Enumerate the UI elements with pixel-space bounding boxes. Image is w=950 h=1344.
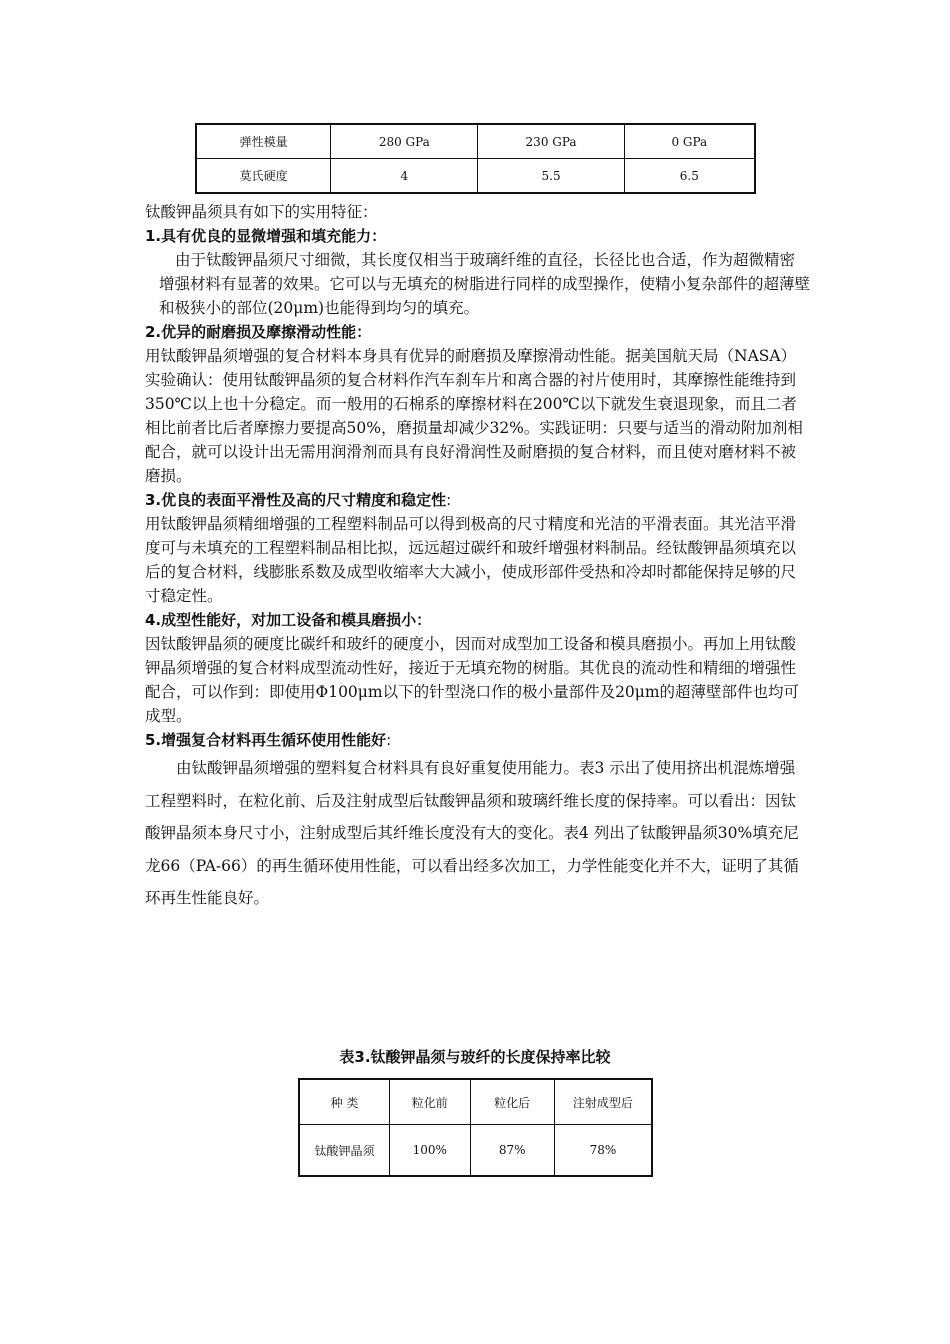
table-cell: 230 GPa: [478, 124, 624, 159]
section-body-4: 因钛酸钾晶须的硬度比碳纤和玻纤的硬度小，因而对成型加工设备和模具磨损小。再加上用钛酸钾晶须增强的复合材料成型流动性好，接近于无填充物的树脂。其优良的流动性和精细的增强性配合，可以作到：即使用Φ100μm以下的针型浇口作的极小量部件及20μm的超薄壁部件也均可成型。: [145, 635, 800, 725]
heading-text: 3.优良的表面平滑性及高的尺寸精度和稳定性: [145, 491, 447, 509]
intro-paragraph: 钛酸钾晶须具有如下的实用特征：: [145, 203, 378, 221]
table-cell: 280 GPa: [331, 124, 478, 159]
section-body-2: 用钛酸钾晶须增强的复合材料本身具有优异的耐磨损及摩擦滑动性能。据美国航天局（NASA）实验确认：使用钛酸钾晶须的复合材料作汽车刹车片和离合器的衬片使用时，其摩擦性能维持到350℃以上也十分稳定。而一般用的石棉系的摩擦材料在200℃以下就发生衰退现象，而且二者相比前者比后者摩擦力要提高50%，磨损量却减少32%。实践证明：只要与适当的滑动附加剂相配合，就可以设计出无需用润滑剂而具有良好滑润性及耐磨损的复合材料，而且使对磨材料不被磨损。: [145, 347, 803, 485]
table-header-cell: 种 类: [299, 1079, 390, 1125]
section-heading-2: 2.优异的耐磨损及摩擦滑动性能：: [145, 323, 372, 341]
heading-colon: :: [446, 491, 452, 509]
table-row: [196, 124, 755, 159]
section-body-1: 由于钛酸钾晶须尺寸细微，其长度仅相当于玻璃纤维的直径，长径比也合适，作为超微精密增强材料有显著的效果。它可以与无填充的树脂进行同样的成型操作，使精小复杂部件的超薄壁和极狭小的部位(20μm)也能得到均匀的填充。: [159, 251, 811, 317]
table-header-row: [299, 1079, 652, 1125]
table-row: [196, 159, 755, 194]
table-header-cell: 粒化前: [390, 1079, 470, 1125]
table-cell: 莫氏硬度: [196, 159, 331, 194]
table-cell: 78%: [554, 1125, 652, 1177]
table-cell: 5.5: [478, 159, 624, 194]
heading-colon: :: [386, 731, 392, 749]
table-row: [299, 1125, 652, 1177]
section-body-5: 由钛酸钾晶须增强的塑料复合材料具有良好重复使用能力。表3 示出了使用挤出机混炼增强工程塑料时，在粒化前、后及注射成型后钛酸钾晶须和玻璃纤维长度的保持率。可以看出：因钛酸钾晶须本身尺寸小，注射成型后其纤维长度没有大的变化。表4 列出了钛酸钾晶须30%填充尼龙66（PA-66）的再生循环使用性能，可以看出经多次加工，力学性能变化并不大，证明了其循环再生性能良好。: [145, 759, 799, 907]
section-heading-3: [145, 488, 810, 512]
table-cell: 4: [331, 159, 478, 194]
section-body-3: 用钛酸钾晶须精细增强的工程塑料制品可以得到极高的尺寸精度和光洁的平滑表面。其光洁平滑度可与未填充的工程塑料制品相比拟，远远超过碳纤和玻纤增强材料制品。经钛酸钾晶须填充以后的复合材料，线膨胀系数及成型收缩率大大减小，使成形部件受热和冷却时都能保持足够的尺寸稳定性。: [145, 515, 797, 605]
section-heading-4: 4.成型性能好，对加工设备和模具磨损小：: [145, 611, 432, 629]
section-heading-1: 1.具有优良的显微增强和填充能力：: [145, 227, 387, 245]
table-header-cell: 注射成型后: [554, 1079, 652, 1125]
table-cell: 87%: [470, 1125, 554, 1177]
table-cell: 弹性模量: [196, 124, 331, 159]
table3-title: 表3.钛酸钾晶须与玻纤的长度保持率比较: [339, 1048, 611, 1066]
heading-text: 5.增强复合材料再生循环使用性能好: [145, 731, 387, 749]
table-cell: 0 GPa: [624, 124, 755, 159]
table-cell: 100%: [390, 1125, 470, 1177]
section-heading-5: [145, 728, 810, 752]
table-header-cell: 粒化后: [470, 1079, 554, 1125]
length-retention-table: [298, 1078, 653, 1177]
table-cell: 6.5: [624, 159, 755, 194]
properties-table: [195, 123, 756, 194]
table-cell: 钛酸钾晶须: [299, 1125, 390, 1177]
document-body: [145, 200, 810, 915]
